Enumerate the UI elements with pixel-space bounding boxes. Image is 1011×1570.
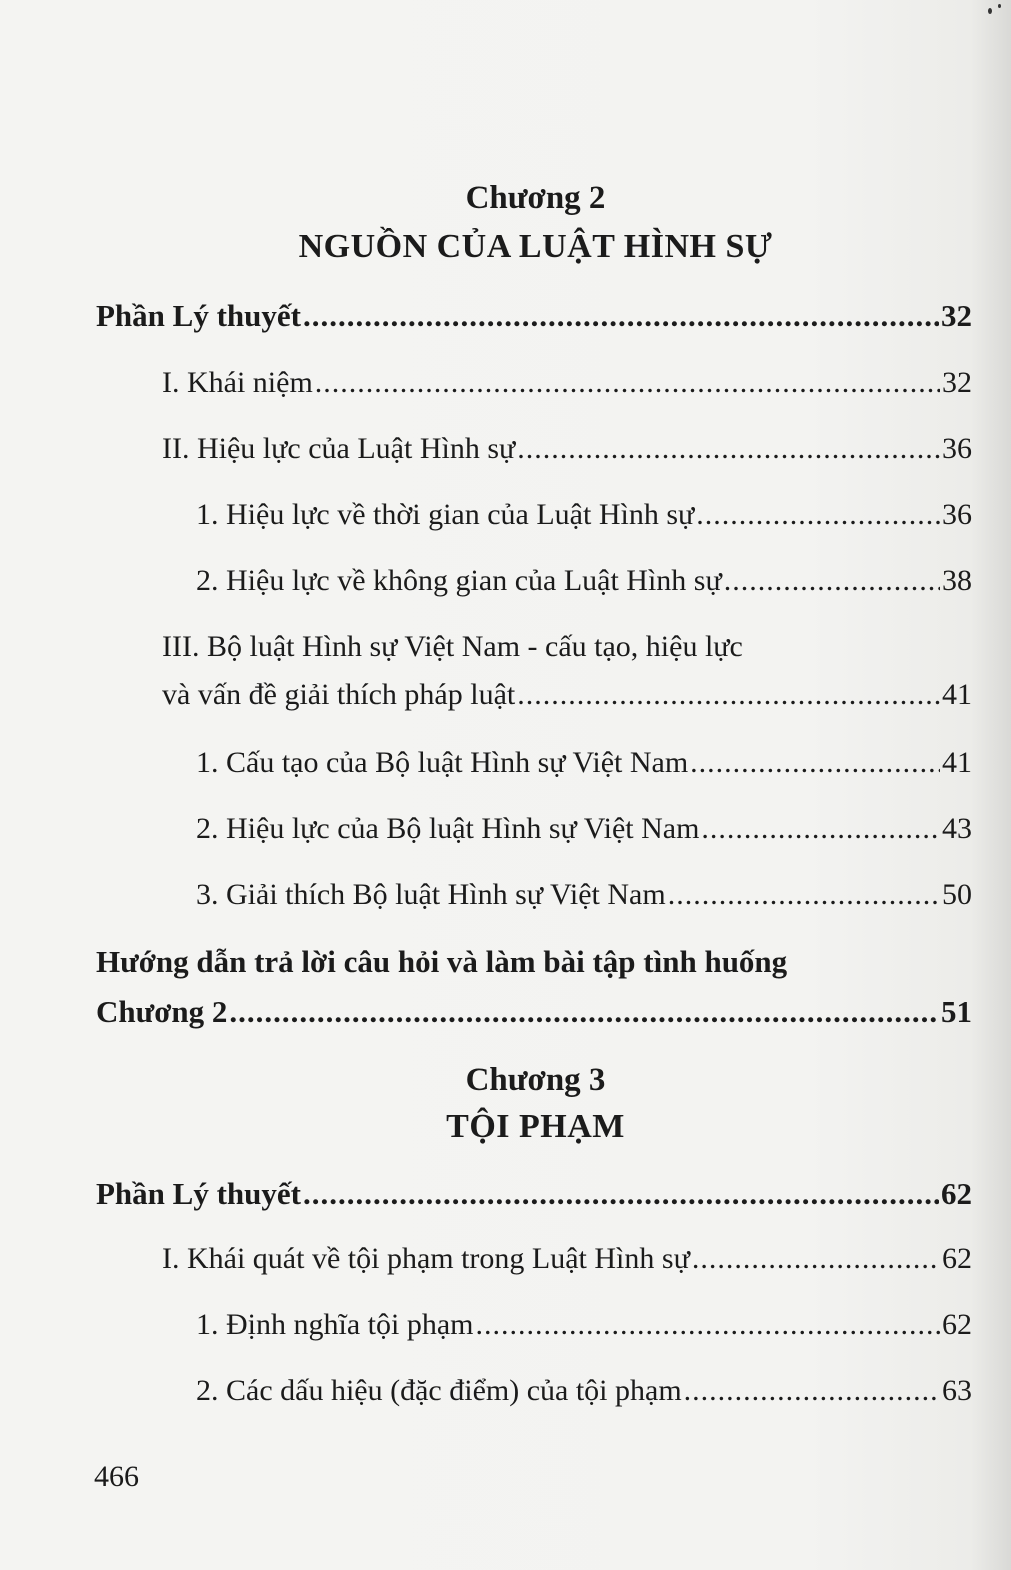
toc-entry[interactable] — [162, 678, 972, 712]
chapter-3-title: TỘI PHẠM — [446, 1108, 625, 1145]
toc-entry-label: Phần Lý thuyết — [96, 1176, 301, 1211]
toc-entry-label: 2. Các dấu hiệu (đặc điểm) của tội phạm — [196, 1374, 682, 1407]
toc-entry[interactable] — [162, 366, 972, 400]
toc-entry-label: 1. Hiệu lực về thời gian của Luật Hình sự — [196, 498, 695, 531]
dot-leader — [229, 994, 939, 1030]
toc-entry-page: 63 — [942, 1374, 972, 1407]
toc-entry[interactable] — [196, 1374, 972, 1408]
toc-entry-page: 38 — [942, 564, 972, 597]
scan-speck — [998, 4, 1001, 8]
toc-entry[interactable] — [196, 878, 972, 912]
toc-entry-label: I. Khái quát về tội phạm trong Luật Hình sự — [162, 1242, 690, 1275]
toc-entry-label: I. Khái niệm — [162, 366, 313, 399]
toc-entry-page: 62 — [942, 1308, 972, 1341]
dot-leader — [303, 298, 939, 334]
toc-entry-label: Chương 2 — [96, 994, 228, 1029]
toc-entry[interactable] — [196, 812, 972, 846]
dot-leader — [475, 1308, 940, 1342]
toc-entry-page: 41 — [942, 746, 972, 779]
toc-entry[interactable] — [196, 1308, 972, 1342]
toc-entry-page: 51 — [941, 994, 972, 1029]
dot-leader — [668, 878, 940, 912]
toc-entry-page: 36 — [942, 498, 972, 531]
toc-entry-page: 62 — [941, 1176, 972, 1211]
toc-entry-page: 62 — [942, 1242, 972, 1275]
toc-entry-label: 1. Cấu tạo của Bộ luật Hình sự Việt Nam — [196, 746, 689, 779]
toc-entry-page: 41 — [942, 678, 972, 711]
dot-leader — [315, 366, 940, 400]
toc-entry-page: 50 — [942, 878, 972, 911]
toc-entry-iii-line1[interactable]: III. Bộ luật Hình sự Việt Nam - cấu tạo, hiệu lực — [162, 630, 743, 663]
page-number: 466 — [94, 1460, 139, 1493]
dot-leader — [303, 1176, 939, 1212]
toc-entry-label: 2. Hiệu lực của Bộ luật Hình sự Việt Nam — [196, 812, 700, 845]
toc-entry-page: 32 — [941, 298, 972, 333]
dot-leader — [692, 1242, 940, 1276]
toc-entry[interactable] — [196, 564, 972, 598]
toc-entry[interactable] — [96, 1176, 972, 1212]
toc-entry[interactable] — [96, 994, 972, 1030]
chapter-2-title: NGUỒN CỦA LUẬT HÌNH SỰ — [298, 228, 773, 265]
toc-entry-page: 32 — [942, 366, 972, 399]
toc-entry-label: II. Hiệu lực của Luật Hình sự — [162, 432, 516, 465]
toc-entry[interactable] — [162, 432, 972, 466]
toc-entry[interactable] — [196, 498, 972, 532]
dot-leader — [701, 812, 940, 846]
dot-leader — [690, 746, 940, 780]
toc-entry-page: 36 — [942, 432, 972, 465]
toc-entry-label: 3. Giải thích Bộ luật Hình sự Việt Nam — [196, 878, 666, 911]
toc-entry-label: và vấn đề giải thích pháp luật — [162, 678, 516, 711]
scan-speck — [988, 8, 992, 14]
toc-entry-label: Phần Lý thuyết — [96, 298, 301, 333]
toc-entry[interactable] — [162, 1242, 972, 1276]
dot-leader — [696, 498, 940, 532]
toc-entry-page: 43 — [942, 812, 972, 845]
toc-entry-label: 2. Hiệu lực về không gian của Luật Hình sự — [196, 564, 722, 597]
toc-entry[interactable] — [96, 298, 972, 334]
toc-entry-label: 1. Định nghĩa tội phạm — [196, 1308, 474, 1341]
toc-guide-line1[interactable]: Hướng dẫn trả lời câu hỏi và làm bài tập tình huống — [96, 944, 788, 979]
toc-entry[interactable] — [196, 746, 972, 780]
dot-leader — [517, 678, 940, 712]
dot-leader — [684, 1374, 940, 1408]
dot-leader — [517, 432, 940, 466]
chapter-3-number: Chương 3 — [465, 1062, 606, 1098]
chapter-2-number: Chương 2 — [465, 180, 606, 216]
dot-leader — [724, 564, 940, 598]
